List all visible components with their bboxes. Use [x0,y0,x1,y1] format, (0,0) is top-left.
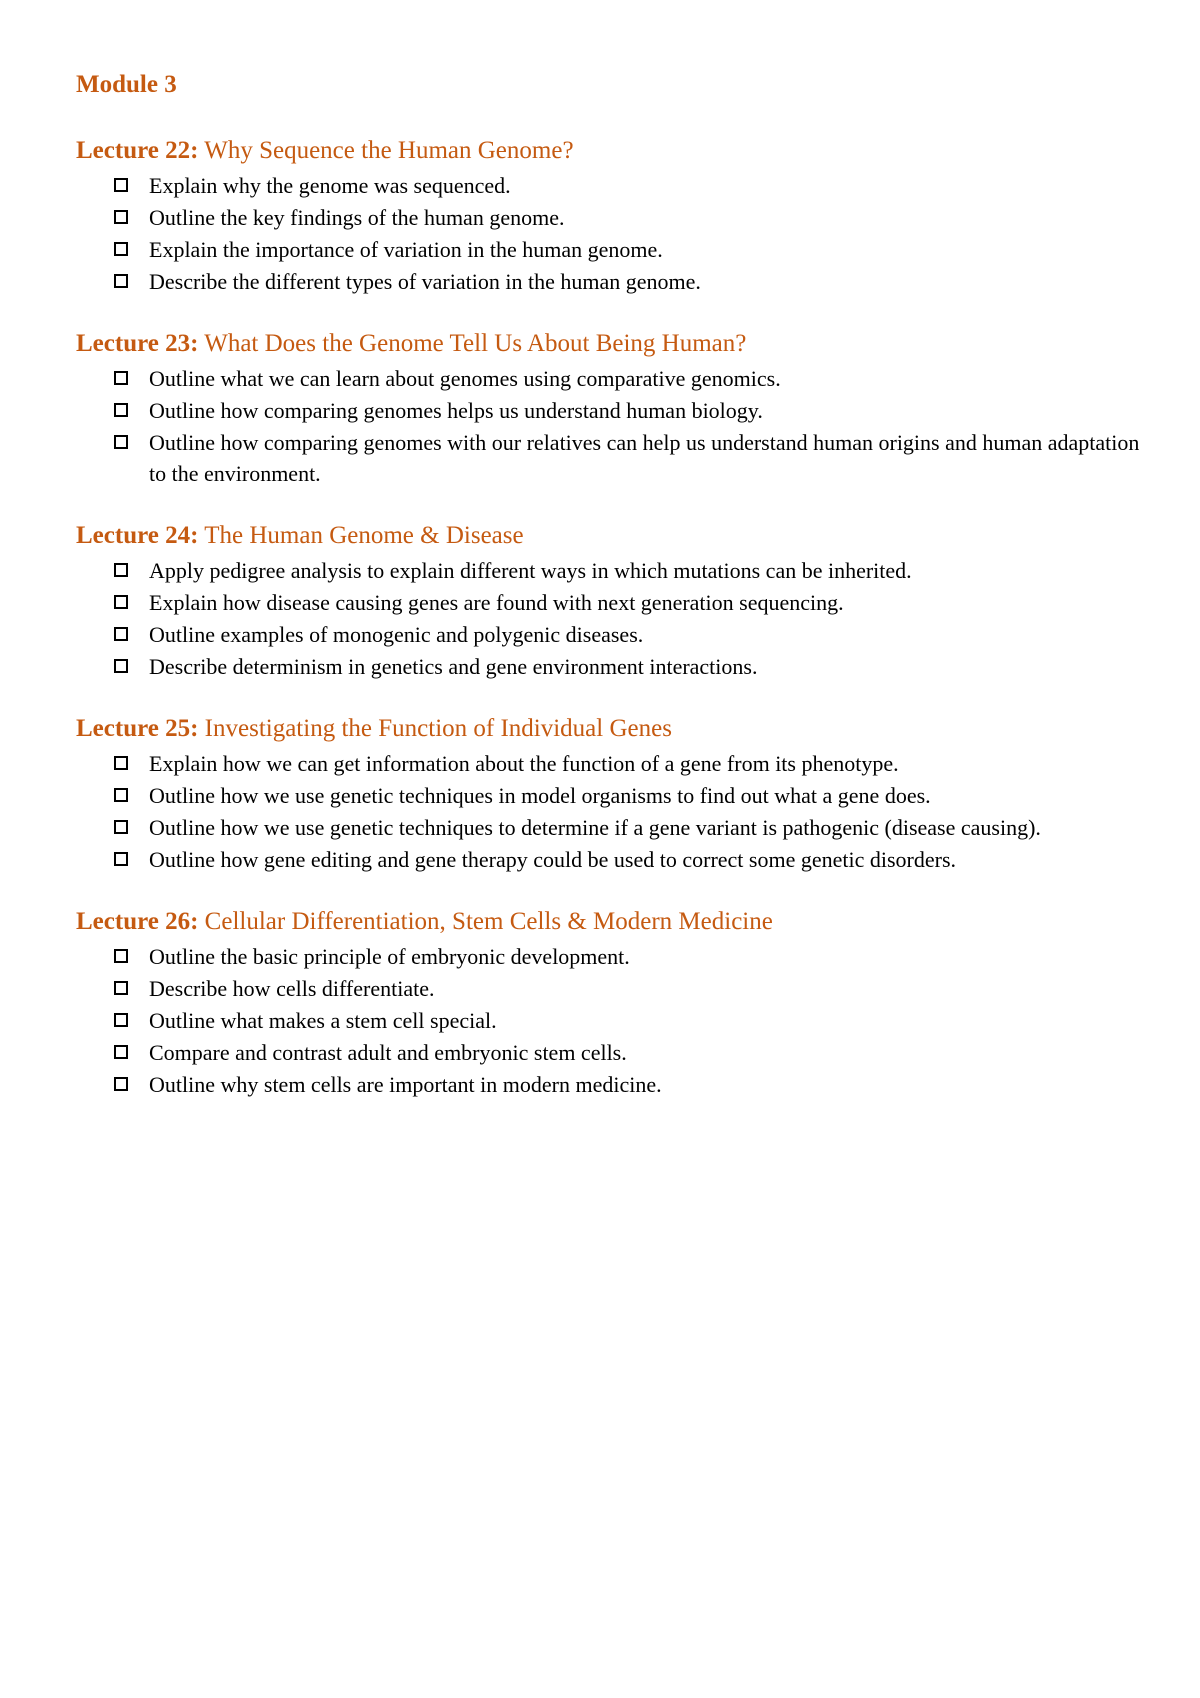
objective-item [114,844,1146,875]
objective-text: Explain how disease causing genes are found with next generation sequencing. [149,590,844,615]
checkbox-icon[interactable] [114,820,128,834]
lecture-section [76,714,1146,875]
objective-item [114,973,1146,1004]
objective-text: Describe the different types of variation in the human genome. [149,269,701,294]
lecture-heading [76,907,1146,937]
objective-item [114,780,1146,811]
objective-text: Describe how cells differentiate. [149,976,435,1001]
checkbox-icon[interactable] [114,627,128,641]
checkbox-icon[interactable] [114,595,128,609]
objective-item [114,1037,1146,1068]
lecture-section [76,907,1146,1100]
checkbox-icon[interactable] [114,852,128,866]
objective-list [76,555,1146,682]
lecture-title: Cellular Differentiation, Stem Cells & Modern Medicine [204,908,773,935]
objective-item [114,202,1146,233]
objective-text: Outline how comparing genomes helps us understand human biology. [149,398,763,423]
lecture-number: Lecture 25: [76,715,199,742]
checkbox-icon[interactable] [114,242,128,256]
lecture-heading [76,714,1146,744]
lecture-list [76,136,1146,1100]
lecture-heading [76,136,1146,166]
lecture-title: Investigating the Function of Individual Genes [204,715,672,742]
checkbox-icon[interactable] [114,563,128,577]
objective-text: Outline how comparing genomes with our relatives can help us understand human origins and human adaptation to the environment. [149,430,1140,486]
objective-item [114,812,1146,843]
objective-text: Apply pedigree analysis to explain different ways in which mutations can be inherited. [149,558,912,583]
lecture-title: Why Sequence the Human Genome? [204,137,574,164]
objective-item [114,1069,1146,1100]
lecture-title: What Does the Genome Tell Us About Being Human? [204,330,747,357]
objective-item [114,170,1146,201]
objective-item [114,395,1146,426]
lecture-title: The Human Genome & Disease [204,522,524,549]
checkbox-icon[interactable] [114,788,128,802]
objective-text: Explain how we can get information about the function of a gene from its phenotype. [149,751,899,776]
objective-text: Outline what we can learn about genomes using comparative genomics. [149,366,781,391]
checkbox-icon[interactable] [114,949,128,963]
objective-text: Outline how we use genetic techniques to determine if a gene variant is pathogenic (disease causing). [149,815,1041,840]
checkbox-icon[interactable] [114,178,128,192]
objective-list [76,941,1146,1100]
checkbox-icon[interactable] [114,981,128,995]
objective-text: Outline the key findings of the human genome. [149,205,565,230]
lecture-section [76,329,1146,489]
objective-list [76,363,1146,489]
objective-item [114,587,1146,618]
document-page [76,70,1146,1132]
objective-item [114,619,1146,650]
objective-text: Outline how gene editing and gene therapy could be used to correct some genetic disorders. [149,847,957,872]
objective-text: Compare and contrast adult and embryonic stem cells. [149,1040,627,1065]
objective-item [114,651,1146,682]
objective-item [114,748,1146,779]
objective-item [114,1005,1146,1036]
lecture-heading [76,521,1146,551]
objective-item [114,266,1146,297]
checkbox-icon[interactable] [114,1013,128,1027]
checkbox-icon[interactable] [114,1077,128,1091]
objective-item [114,234,1146,265]
checkbox-icon[interactable] [114,371,128,385]
objective-text: Outline what makes a stem cell special. [149,1008,497,1033]
objective-text: Outline examples of monogenic and polygenic diseases. [149,622,644,647]
lecture-number: Lecture 24: [76,522,199,549]
checkbox-icon[interactable] [114,403,128,417]
checkbox-icon[interactable] [114,756,128,770]
lecture-section [76,521,1146,682]
checkbox-icon[interactable] [114,659,128,673]
objective-list [76,748,1146,875]
lecture-number: Lecture 26: [76,908,199,935]
objective-list [76,170,1146,297]
objective-text: Outline the basic principle of embryonic development. [149,944,630,969]
lecture-number: Lecture 22: [76,137,199,164]
checkbox-icon[interactable] [114,435,128,449]
objective-text: Explain why the genome was sequenced. [149,173,511,198]
objective-text: Explain the importance of variation in the human genome. [149,237,663,262]
lecture-number: Lecture 23: [76,330,199,357]
checkbox-icon[interactable] [114,210,128,224]
objective-text: Outline why stem cells are important in modern medicine. [149,1072,662,1097]
objective-item [114,427,1146,489]
lecture-section [76,136,1146,297]
objective-item [114,363,1146,394]
objective-text: Outline how we use genetic techniques in model organisms to find out what a gene does. [149,783,931,808]
checkbox-icon[interactable] [114,274,128,288]
lecture-heading [76,329,1146,359]
objective-item [114,555,1146,586]
objective-item [114,941,1146,972]
module-title: Module 3 [76,71,177,98]
checkbox-icon[interactable] [114,1045,128,1059]
objective-text: Describe determinism in genetics and gene environment interactions. [149,654,758,679]
